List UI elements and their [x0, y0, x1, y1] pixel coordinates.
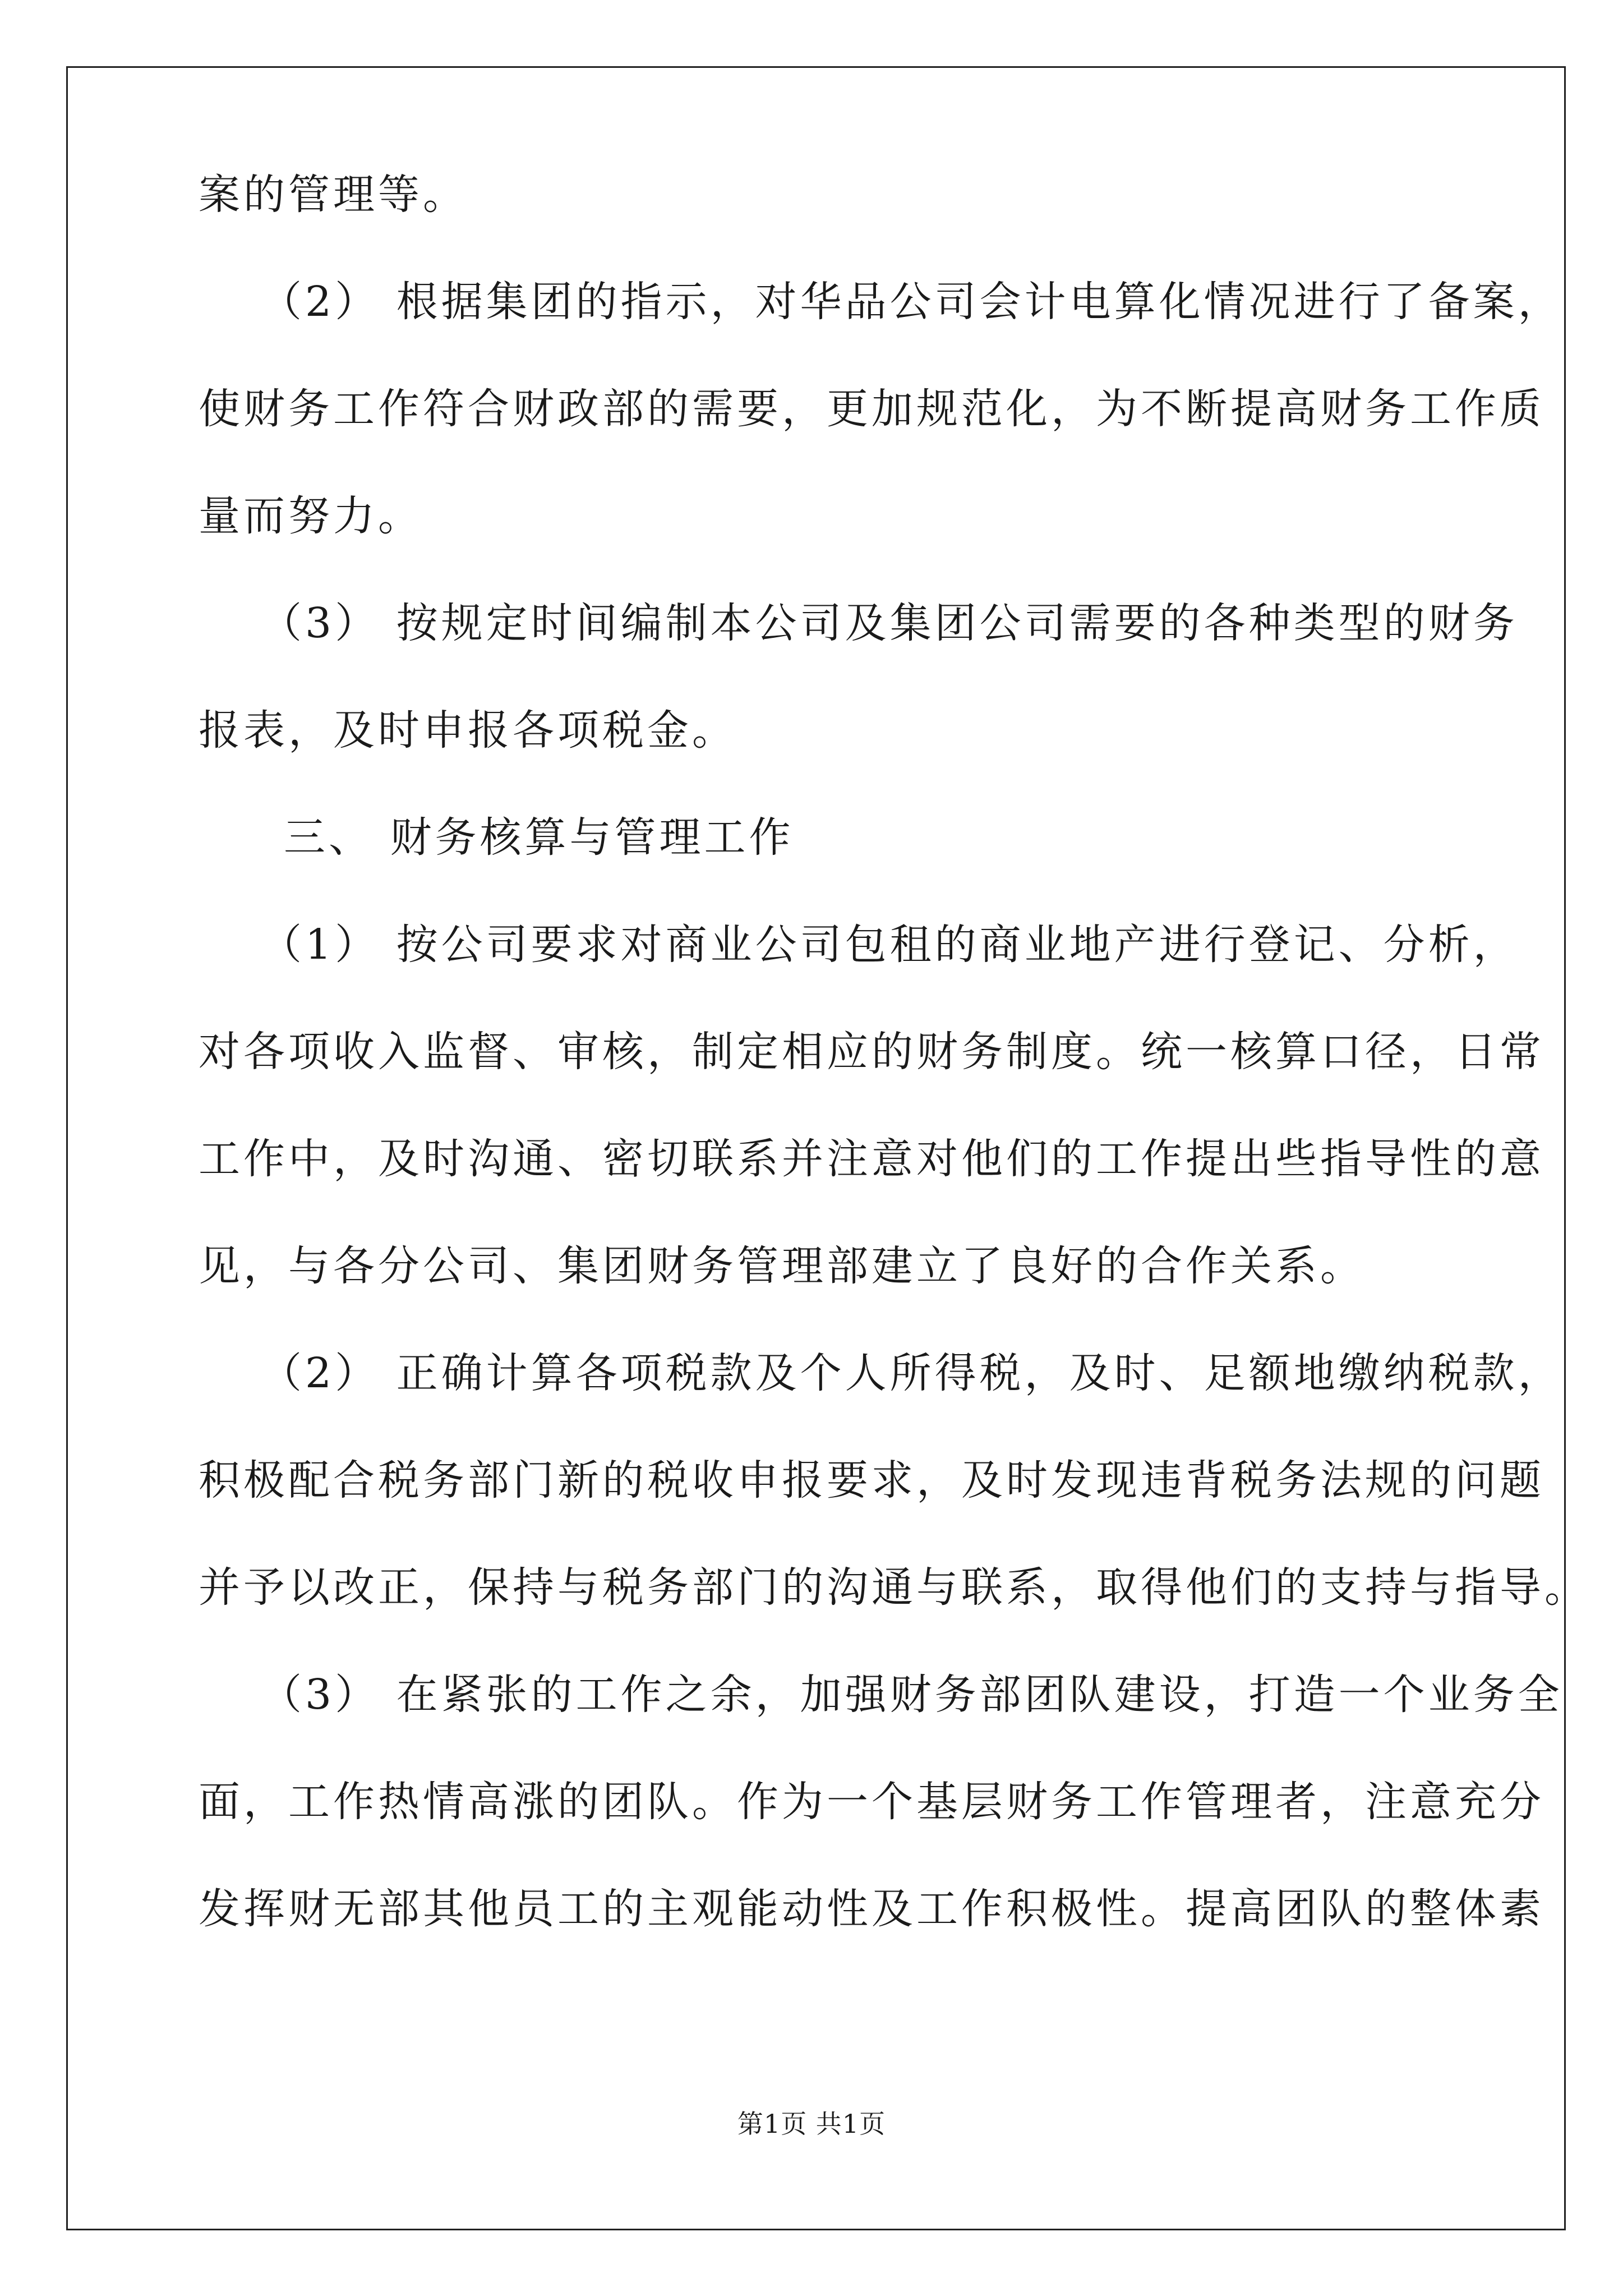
text-line: 积极配合税务部门新的税收申报要求，及时发现违背税务法规的问题: [199, 1456, 1544, 1504]
section-heading: 三、 财务核算与管理工作: [284, 813, 794, 862]
text-line: 面，工作热情高涨的团队。作为一个基层财务工作管理者，注意充分: [199, 1778, 1544, 1826]
text-line: 报表，及时申报各项税金。: [199, 706, 737, 754]
page-footer: 第1页 共1页: [737, 2109, 886, 2139]
text-line: 并予以改正，保持与税务部门的沟通与联系，取得他们的支持与指导。: [199, 1563, 1589, 1612]
text-line: （3） 按规定时间编制本公司及集团公司需要的各种类型的财务: [260, 599, 1518, 647]
text-line: （2） 正确计算各项税款及个人所得税，及时、足额地缴纳税款，: [260, 1349, 1563, 1397]
text-line: 见，与各分公司、集团财务管理部建立了良好的合作关系。: [199, 1242, 1365, 1290]
text-line: 发挥财无部其他员工的主观能动性及工作积极性。提高团队的整体素: [199, 1885, 1544, 1933]
text-line: 工作中，及时沟通、密切联系并注意对他们的工作提出些指导性的意: [199, 1135, 1544, 1183]
text-line: 量而努力。: [199, 492, 423, 540]
text-line: （3） 在紧张的工作之余，加强财务部团队建设，打造一个业务全: [260, 1671, 1563, 1719]
text-line: 使财务工作符合财政部的需要，更加规范化，为不断提高财务工作质: [199, 385, 1544, 433]
text-line: 案的管理等。: [199, 171, 468, 219]
text-line: 对各项收入监督、审核，制定相应的财务制度。统一核算口径，日常: [199, 1028, 1544, 1076]
text-line: （1） 按公司要求对商业公司包租的商业地产进行登记、分析，: [260, 921, 1518, 969]
text-line: （2） 根据集团的指示，对华品公司会计电算化情况进行了备案，: [260, 278, 1563, 326]
